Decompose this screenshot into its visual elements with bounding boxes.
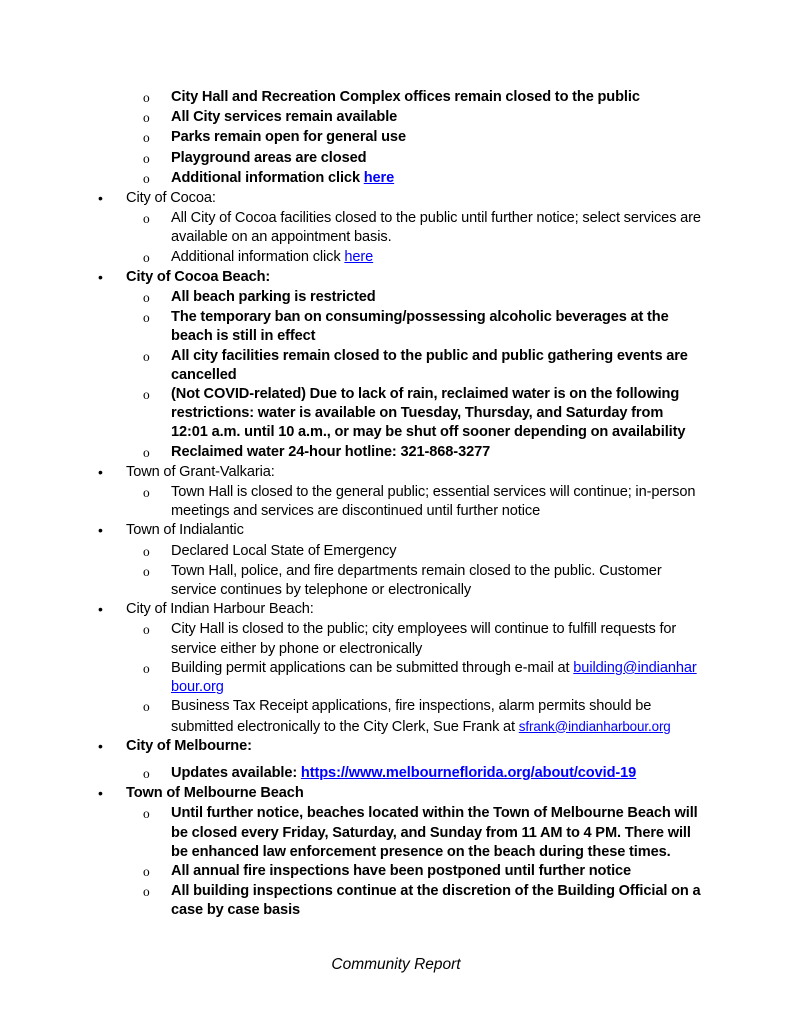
- list-item-label: All beach parking is restricted: [171, 289, 376, 306]
- list-item-label: City of Melbourne:: [126, 737, 252, 754]
- list-item: [90, 88, 702, 108]
- list-item-label: Town Hall is closed to the general public; essential services will continue; in-person meetings and services are discontinued until further notice: [171, 484, 696, 520]
- bullet-circle-icon: [135, 882, 171, 902]
- list-item-text: [171, 88, 702, 107]
- list-item-text: [126, 521, 702, 540]
- list-item-text: [171, 209, 702, 247]
- list-item-text: [126, 189, 702, 208]
- list-item: [90, 268, 702, 288]
- bullet-circle-icon: [135, 620, 171, 640]
- bullet-circle-icon: [135, 764, 171, 784]
- bullet-circle-icon: [135, 804, 171, 824]
- list-item-label: Town of Grant-Valkaria:: [126, 463, 275, 480]
- list-item-text: [171, 443, 702, 462]
- bullet-disc-icon: [90, 600, 126, 620]
- list-item-label: Building permit applications can be submitted through e-mail at: [171, 659, 574, 676]
- bullet-disc-icon: [90, 521, 126, 541]
- list-item: [90, 288, 702, 308]
- bullet-circle-icon: [135, 248, 171, 268]
- list-item: [90, 862, 702, 882]
- list-item-label: Playground areas are closed: [171, 149, 367, 166]
- list-item-label: Declared Local State of Emergency: [171, 542, 397, 559]
- list-item: [90, 483, 702, 521]
- list-item: [90, 308, 702, 346]
- list-item-label: All City of Cocoa facilities closed to the public until further notice; select services are available on an appointment basis.: [171, 210, 701, 246]
- list-item-label: (Not COVID-related) Due to lack of rain, reclaimed water is on the following restrictions: water is available on Tuesday, Thursday, and Saturday from 12:01 a.m. until 10 a.m., or may be shut off sooner depending on availability: [171, 386, 686, 441]
- list-item-label: The temporary ban on consuming/possessing alcoholic beverages at the beach is still in effect: [171, 309, 669, 345]
- bullet-circle-icon: [135, 347, 171, 367]
- list-item-text: [171, 804, 702, 862]
- bullet-circle-icon: [135, 659, 171, 679]
- list-item-text: [171, 128, 702, 147]
- list-item-text: [171, 862, 702, 881]
- list-item: [90, 385, 702, 443]
- list-item: [90, 347, 702, 385]
- list-item-text: [171, 248, 702, 267]
- list-item-text: [171, 542, 702, 561]
- bullet-circle-icon: [135, 308, 171, 328]
- list-item-label: All annual fire inspections have been postponed until further notice: [171, 862, 632, 879]
- bullet-circle-icon: [135, 169, 171, 189]
- list-item-text: [171, 288, 702, 307]
- list-item-text: [126, 268, 702, 287]
- bullet-circle-icon: [135, 862, 171, 882]
- list-item: [90, 443, 702, 463]
- list-item: [90, 248, 702, 268]
- list-item: [90, 149, 702, 169]
- hyperlink[interactable]: building@indianharbour.org: [171, 659, 697, 696]
- list-item-text: [126, 600, 702, 619]
- page-footer: Community Report: [331, 956, 461, 973]
- list-item: [90, 562, 702, 600]
- list-item-text: [171, 882, 702, 920]
- bullet-circle-icon: [135, 385, 171, 405]
- bullet-disc-icon: [90, 463, 126, 483]
- bullet-circle-icon: [135, 288, 171, 308]
- list-item-label: City Hall is closed to the public; city employees will continue to fulfill requests for service either by phone or electronically: [171, 621, 677, 657]
- list-item-text: [126, 737, 702, 756]
- list-item-text: [171, 169, 702, 188]
- list-item: [90, 128, 702, 148]
- document-body: [90, 88, 702, 921]
- list-spacer: [90, 757, 702, 764]
- bullet-circle-icon: [135, 209, 171, 229]
- bullet-disc-icon: [90, 268, 126, 288]
- list-item-text: [126, 463, 702, 482]
- list-item: [90, 209, 702, 247]
- list-item-text: [126, 784, 702, 803]
- list-item-label: Until further notice, beaches located within the Town of Melbourne Beach will be closed every Friday, Saturday, and Sunday from 11 AM to 4 PM. There will be enhanced law enforcement presence on the beach during these times.: [171, 805, 698, 860]
- list-item-label: Parks remain open for general use: [171, 129, 406, 146]
- bullet-circle-icon: [135, 108, 171, 128]
- list-item-text: [171, 308, 702, 346]
- list-item-label: Business Tax Receipt applications, fire inspections, alarm permits should be submitted electronically to the City Clerk, Sue Frank at: [171, 698, 652, 735]
- list-item-text: [171, 659, 702, 697]
- list-item-label: City of Cocoa Beach:: [126, 268, 271, 285]
- list-item: [90, 521, 702, 541]
- list-item-label: All City services remain available: [171, 109, 398, 126]
- bullet-disc-icon: [90, 784, 126, 804]
- bullet-circle-icon: [135, 697, 171, 717]
- list-item-label: City Hall and Recreation Complex offices remain closed to the public: [171, 89, 640, 105]
- bullet-disc-icon: [90, 189, 126, 209]
- hyperlink[interactable]: here: [344, 248, 374, 265]
- list-item-label: Town of Indialantic: [126, 522, 244, 539]
- bullet-circle-icon: [135, 483, 171, 503]
- list-item-text: [171, 697, 702, 736]
- list-item-label: City of Indian Harbour Beach:: [126, 601, 314, 618]
- list-item: [90, 737, 702, 757]
- list-item-text: [171, 764, 702, 783]
- list-item-label: Reclaimed water 24-hour hotline: 321-868-3277: [171, 443, 491, 460]
- bullet-circle-icon: [135, 128, 171, 148]
- hyperlink[interactable]: here: [363, 169, 395, 186]
- bullet-circle-icon: [135, 542, 171, 562]
- list-item: [90, 882, 702, 920]
- hyperlink[interactable]: sfrank@indianharbour.org: [518, 718, 671, 734]
- list-item-label: City of Cocoa:: [126, 190, 216, 207]
- list-item-label: Updates available:: [171, 764, 301, 781]
- bullet-circle-icon: [135, 443, 171, 463]
- list-item-text: [171, 562, 702, 600]
- list-item-label: Town Hall, police, and fire departments remain closed to the public. Customer service continues by telephone or electronically: [171, 562, 662, 599]
- list-item: [90, 189, 702, 209]
- list-item: [90, 620, 702, 658]
- list-item: [90, 764, 702, 784]
- list-item: [90, 542, 702, 562]
- list-item: [90, 463, 702, 483]
- list-item-text: [171, 347, 702, 385]
- list-item-text: [171, 620, 702, 658]
- hyperlink[interactable]: https://www.melbourneflorida.org/about/covid-19: [300, 764, 637, 781]
- list-item: [90, 108, 702, 128]
- list-item: [90, 784, 702, 804]
- list-item: [90, 804, 702, 862]
- list-item-text: [171, 483, 702, 521]
- list-item: [90, 659, 702, 697]
- list-item-text: [171, 385, 702, 443]
- list-item-label: Additional information click: [171, 248, 345, 265]
- list-item: [90, 697, 702, 736]
- list-item-label: Additional information click: [171, 169, 364, 186]
- list-item-text: [171, 149, 702, 168]
- list-item-label: Town of Melbourne Beach: [126, 785, 304, 802]
- bullet-circle-icon: [135, 149, 171, 169]
- list-item-label: All building inspections continue at the discretion of the Building Official on a case by case basis: [171, 883, 701, 919]
- bullet-circle-icon: [135, 88, 171, 108]
- list-item-label: All city facilities remain closed to the public and public gathering events are cancelled: [171, 347, 688, 383]
- bullet-circle-icon: [135, 562, 171, 582]
- list-item: [90, 169, 702, 189]
- list-item: [90, 600, 702, 620]
- bullet-disc-icon: [90, 737, 126, 757]
- list-item-text: [171, 108, 702, 127]
